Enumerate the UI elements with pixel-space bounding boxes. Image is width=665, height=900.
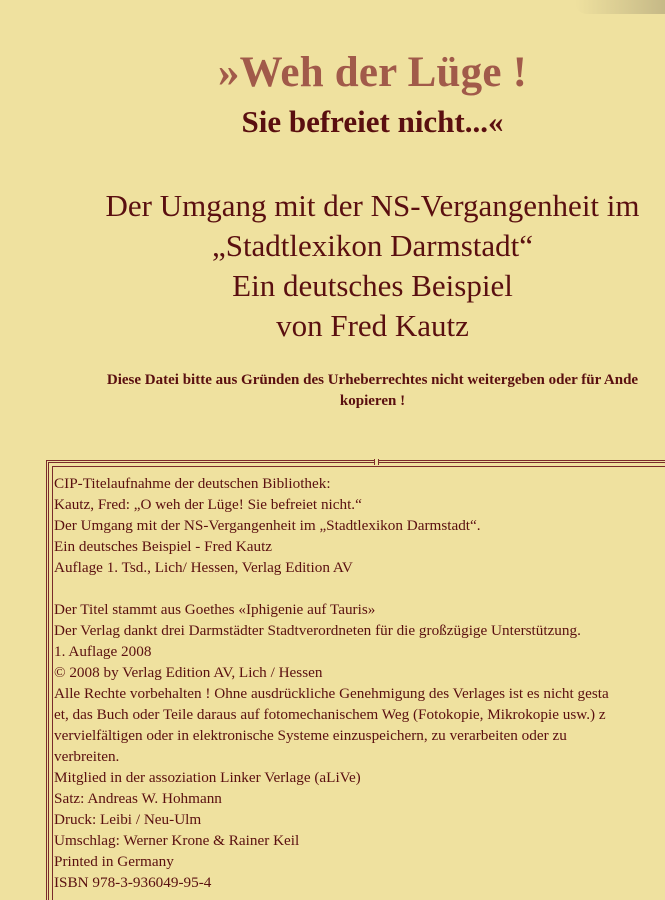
cip-line: Druck: Leibi / Neu-Ulm [54, 811, 202, 828]
cip-line: Kautz, Fred: „O weh der Lüge! Sie befreiet nicht.“ [54, 496, 362, 513]
copyright-notice [0, 370, 665, 412]
document-subtitle: Sie befreiet nicht...« [241, 104, 504, 139]
document-title: »Weh der Lüge ! [217, 49, 528, 96]
cip-line: verbreiten. [54, 748, 120, 765]
heading-line: „Stadtlexikon Darmstadt“ [211, 228, 534, 263]
notice-line: Diese Datei bitte aus Gründen des Urheberrechtes nicht weitergeben oder für Ande [106, 372, 639, 388]
cip-line: Mitglied in der assoziation Linker Verlage (aLiVe) [54, 769, 361, 786]
cip-line: 1. Auflage 2008 [54, 643, 152, 660]
cip-box-divider [374, 459, 379, 465]
cip-line: et, das Buch oder Teile daraus auf fotomechanischem Weg (Fotokopie, Mikrokopie usw.) z [54, 706, 606, 723]
cip-line: Der Verlag dankt drei Darmstädter Stadtverordneten für die großzügige Unterstützung. [54, 622, 581, 639]
heading-block [0, 186, 665, 346]
cip-record-box [46, 460, 665, 900]
cip-line: ISBN 978-3-936049-95-4 [54, 874, 212, 891]
cip-record-text [54, 473, 665, 893]
cip-line: Satz: Andreas W. Hohmann [54, 790, 222, 807]
notice-line: kopieren ! [339, 393, 406, 409]
cip-line: Der Titel stammt aus Goethes «Iphigenie auf Tauris» [54, 601, 376, 618]
cip-line: Printed in Germany [54, 853, 174, 870]
cip-line: © 2008 by Verlag Edition AV, Lich / Hessen [54, 664, 323, 681]
cip-line-blank [54, 578, 665, 599]
cip-line: Alle Rechte vorbehalten ! Ohne ausdrückliche Genehmigung des Verlages ist es nicht gesta [54, 685, 609, 702]
heading-line: von Fred Kautz [276, 308, 469, 343]
cip-line: Der Umgang mit der NS-Vergangenheit im „Stadtlexikon Darmstadt“. [54, 517, 481, 534]
heading-line: Der Umgang mit der NS-Vergangenheit im [105, 188, 640, 223]
cip-line: Auflage 1. Tsd., Lich/ Hessen, Verlag Edition AV [54, 559, 353, 576]
cip-line: Ein deutsches Beispiel - Fred Kautz [54, 538, 273, 555]
heading-line: Ein deutsches Beispiel [232, 268, 513, 303]
window-shadow [575, 0, 665, 14]
cip-line: CIP-Titelaufnahme der deutschen Bibliothek: [54, 475, 331, 492]
cip-line: vervielfältigen oder in elektronische Systeme einzuspeichern, zu verarbeiten oder zu [54, 727, 567, 744]
cip-line: Umschlag: Werner Krone & Rainer Keil [54, 832, 300, 849]
